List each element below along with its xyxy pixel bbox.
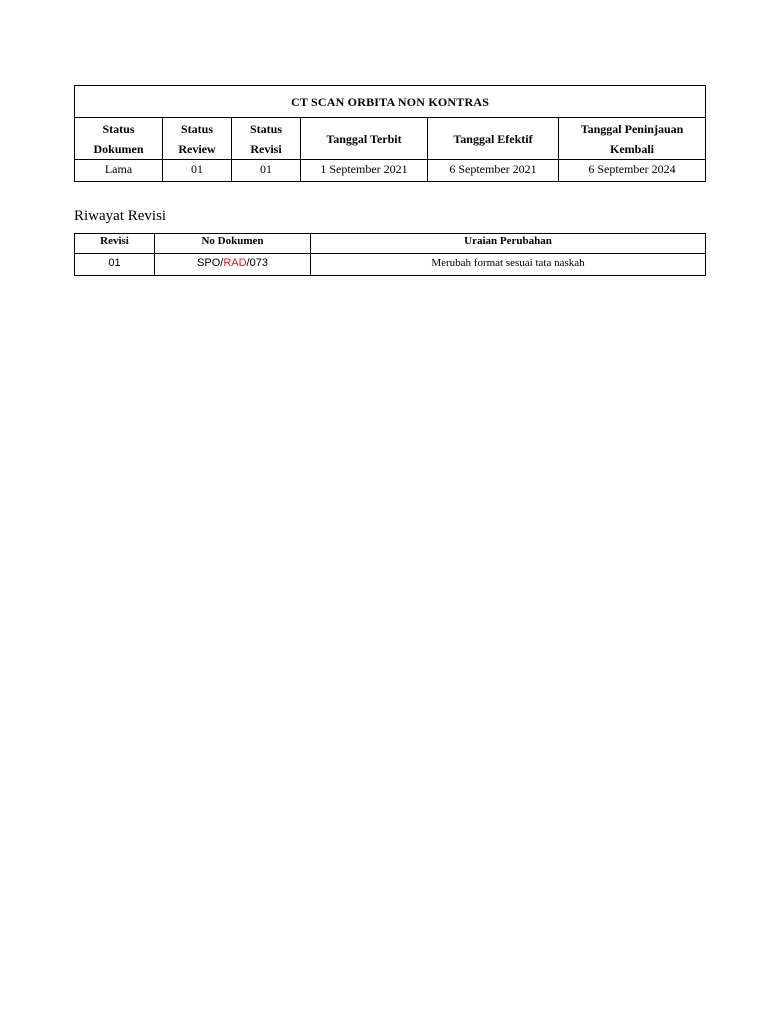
document-number-suffix: /073 — [246, 257, 268, 269]
header-revisi: Revisi — [75, 234, 155, 254]
value-tanggal-terbit: 1 September 2021 — [301, 160, 428, 182]
table-row — [75, 254, 706, 276]
revision-description: Merubah format sesuai tata naskah — [311, 254, 706, 276]
header-tanggal-peninjauan: Tanggal Peninjauan Kembali — [559, 118, 706, 160]
value-status-review: 01 — [163, 160, 232, 182]
value-status-revisi: 01 — [232, 160, 301, 182]
header-uraian-perubahan: Uraian Perubahan — [311, 234, 706, 254]
header-status-dokumen: Status Dokumen — [75, 118, 163, 160]
status-values-row — [75, 160, 706, 182]
header-status-review: Status Review — [163, 118, 232, 160]
revision-history-heading: Riwayat Revisi — [74, 208, 167, 224]
document-number-unit: RAD — [223, 257, 247, 269]
value-tanggal-efektif: 6 September 2021 — [428, 160, 559, 182]
header-tanggal-efektif: Tanggal Efektif — [428, 118, 559, 160]
document-title: CT SCAN ORBITA NON KONTRAS — [75, 86, 706, 118]
header-no-dokumen: No Dokumen — [155, 234, 311, 254]
value-tanggal-peninjauan: 6 September 2024 — [559, 160, 706, 182]
document-number — [155, 254, 311, 276]
document-number-prefix: SPO/ — [197, 257, 224, 269]
value-status-dokumen: Lama — [75, 160, 163, 182]
revision-history-table — [74, 233, 706, 276]
header-status-revisi: Status Revisi — [232, 118, 301, 160]
document-status-table — [74, 85, 706, 182]
revision-number: 01 — [75, 254, 155, 276]
header-tanggal-terbit: Tanggal Terbit — [301, 118, 428, 160]
